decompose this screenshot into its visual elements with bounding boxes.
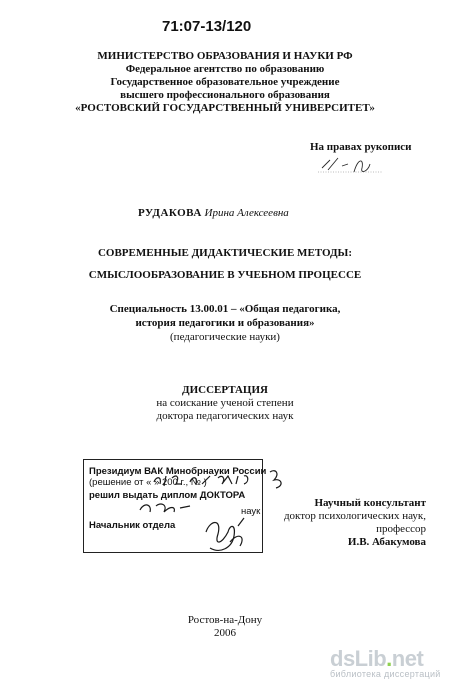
dslib-logo[interactable]: dsLib.net (330, 646, 424, 671)
title-line: СМЫСЛООБРАЗОВАНИЕ В УЧЕБНОМ ПРОЦЕССЕ (88, 269, 362, 281)
consultant-title: профессор (376, 523, 426, 535)
consultant-block (276, 497, 426, 549)
university-name: «РОСТОВСКИЙ ГОСУДАРСТВЕННЫЙ УНИВЕРСИТЕТ» (75, 102, 375, 114)
title-line: СОВРЕМЕННЫЕ ДИДАКТИЧЕСКИЕ МЕТОДЫ: (97, 247, 353, 259)
stamp-line: (решение от « » 200 г., № ) (89, 477, 207, 488)
year: 2006 (214, 627, 236, 639)
dissertation-title (0, 242, 450, 286)
education-level: высшего профессионального образования (120, 89, 330, 101)
specialty-block (0, 302, 450, 344)
city: Ростов-на-Дону (187, 614, 263, 626)
consultant-name: И.В. Абакумова (347, 536, 426, 548)
stamp-line: Президиум ВАК Минобрнауки России (89, 466, 267, 477)
institution-type: Государственное образовательное учреждение (110, 76, 340, 88)
degree-line: доктора педагогических наук (156, 410, 294, 422)
author-given-names: Ирина Алексеевна (204, 207, 289, 219)
stamp-line: Начальник отдела (89, 520, 176, 531)
handwritten-signature (318, 154, 382, 176)
consultant-degree: доктор психологических наук, (283, 510, 426, 522)
manuscript-rights-label: На правах рукописи (310, 141, 412, 153)
institution-block (0, 50, 450, 115)
consultant-heading: Научный консультант (314, 497, 426, 509)
archive-code: 71:07-13/120 (162, 18, 252, 35)
ministry-name: МИНИСТЕРСТВО ОБРАЗОВАНИЯ И НАУКИ РФ (97, 50, 353, 62)
dissertation-block (0, 384, 450, 423)
stamp-line: наук (241, 506, 261, 517)
site-watermark[interactable] (330, 646, 442, 679)
dissertation-heading: ДИССЕРТАЦИЯ (182, 384, 268, 396)
author-surname: РУДАКОВА (138, 207, 202, 219)
specialty-name: история педагогики и образования» (135, 317, 315, 329)
place-and-year (0, 614, 450, 640)
degree-line: на соискание ученой степени (156, 397, 294, 409)
handwritten-stamp-entries (110, 462, 290, 560)
specialty-field: (педагогические науки) (170, 331, 280, 343)
author-name (138, 207, 289, 219)
specialty-code: Специальность 13.00.01 – «Общая педагогика, (109, 303, 341, 315)
agency-name: Федеральное агентство по образованию (125, 63, 325, 75)
stamp-line: решил выдать диплом ДОКТОРА (89, 490, 246, 501)
watermark-subtitle: библиотека диссертаций (330, 669, 441, 679)
